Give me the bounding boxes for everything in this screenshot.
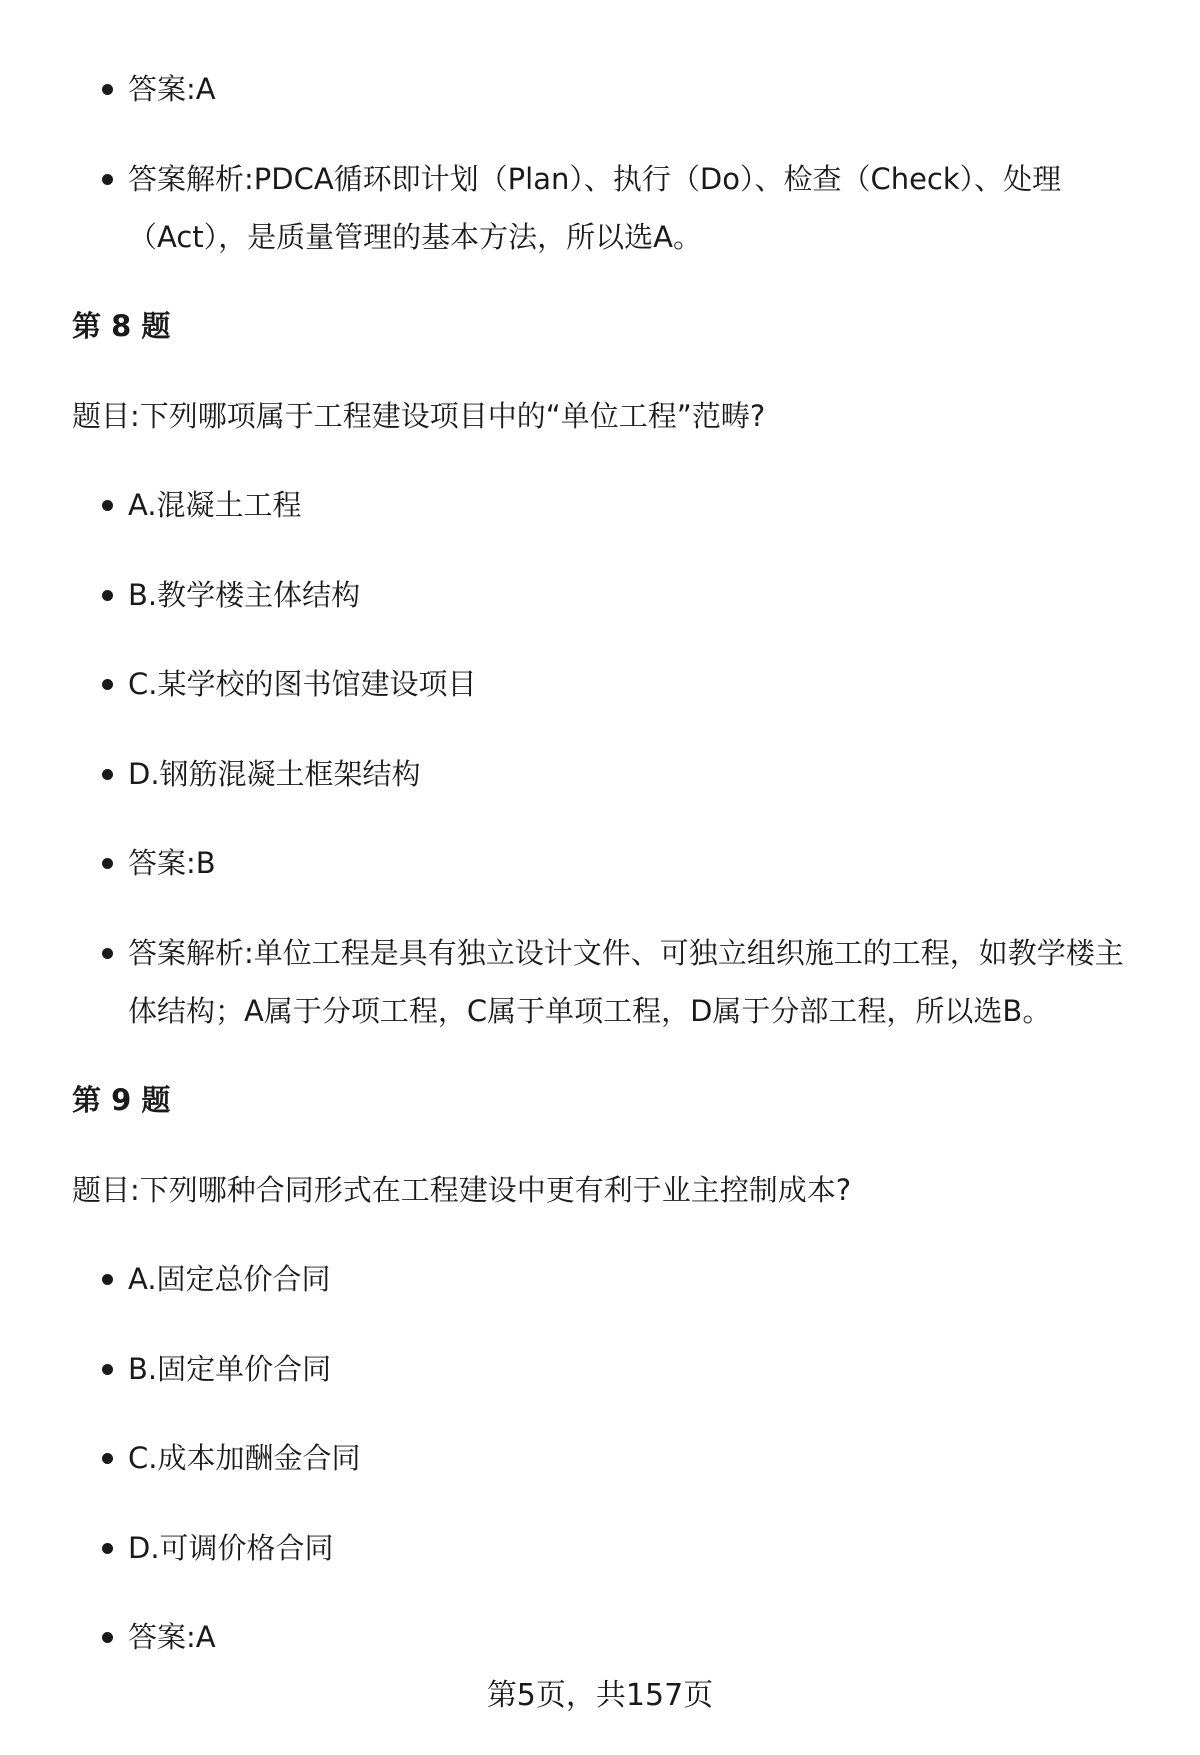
q8-question: 题目:下列哪项属于工程建设项目中的“单位工程”范畴? xyxy=(72,399,766,433)
q9-option-d: D.可调价格合同 xyxy=(128,1519,1148,1577)
q9-option-c: C.成本加酬金合同 xyxy=(128,1429,1148,1487)
q9-option-a: A.固定总价合同 xyxy=(128,1250,1148,1308)
q8-option-a: A.混凝土工程 xyxy=(128,476,1148,534)
q8-option-d: D.钢筋混凝土框架结构 xyxy=(128,745,1148,803)
q8-answer: 答案:B xyxy=(128,834,1148,892)
q9-question: 题目:下列哪种合同形式在工程建设中更有利于业主控制成本? xyxy=(72,1173,852,1207)
q9-heading: 第 9 题 xyxy=(72,1083,171,1117)
q9-option-b: B.固定单价合同 xyxy=(128,1340,1148,1398)
q7-explanation: 答案解析:PDCA循环即计划（Plan）、执行（Do）、检查（Check）、处理（Act），是质量管理的基本方法，所以选A。 xyxy=(128,150,1148,266)
q8-explanation: 答案解析:单位工程是具有独立设计文件、可独立组织施工的工程，如教学楼主体结构；A属于分项工程，C属于单项工程，D属于分部工程，所以选B。 xyxy=(128,924,1148,1040)
q8-heading: 第 8 题 xyxy=(72,309,171,343)
page-number-footer: 第5页，共157页 xyxy=(486,1678,714,1713)
q8-option-c: C.某学校的图书馆建设项目 xyxy=(128,655,1148,713)
q8-option-b: B.教学楼主体结构 xyxy=(128,566,1148,624)
q7-answer: 答案:A xyxy=(128,60,1148,118)
q9-answer: 答案:A xyxy=(128,1608,1148,1666)
